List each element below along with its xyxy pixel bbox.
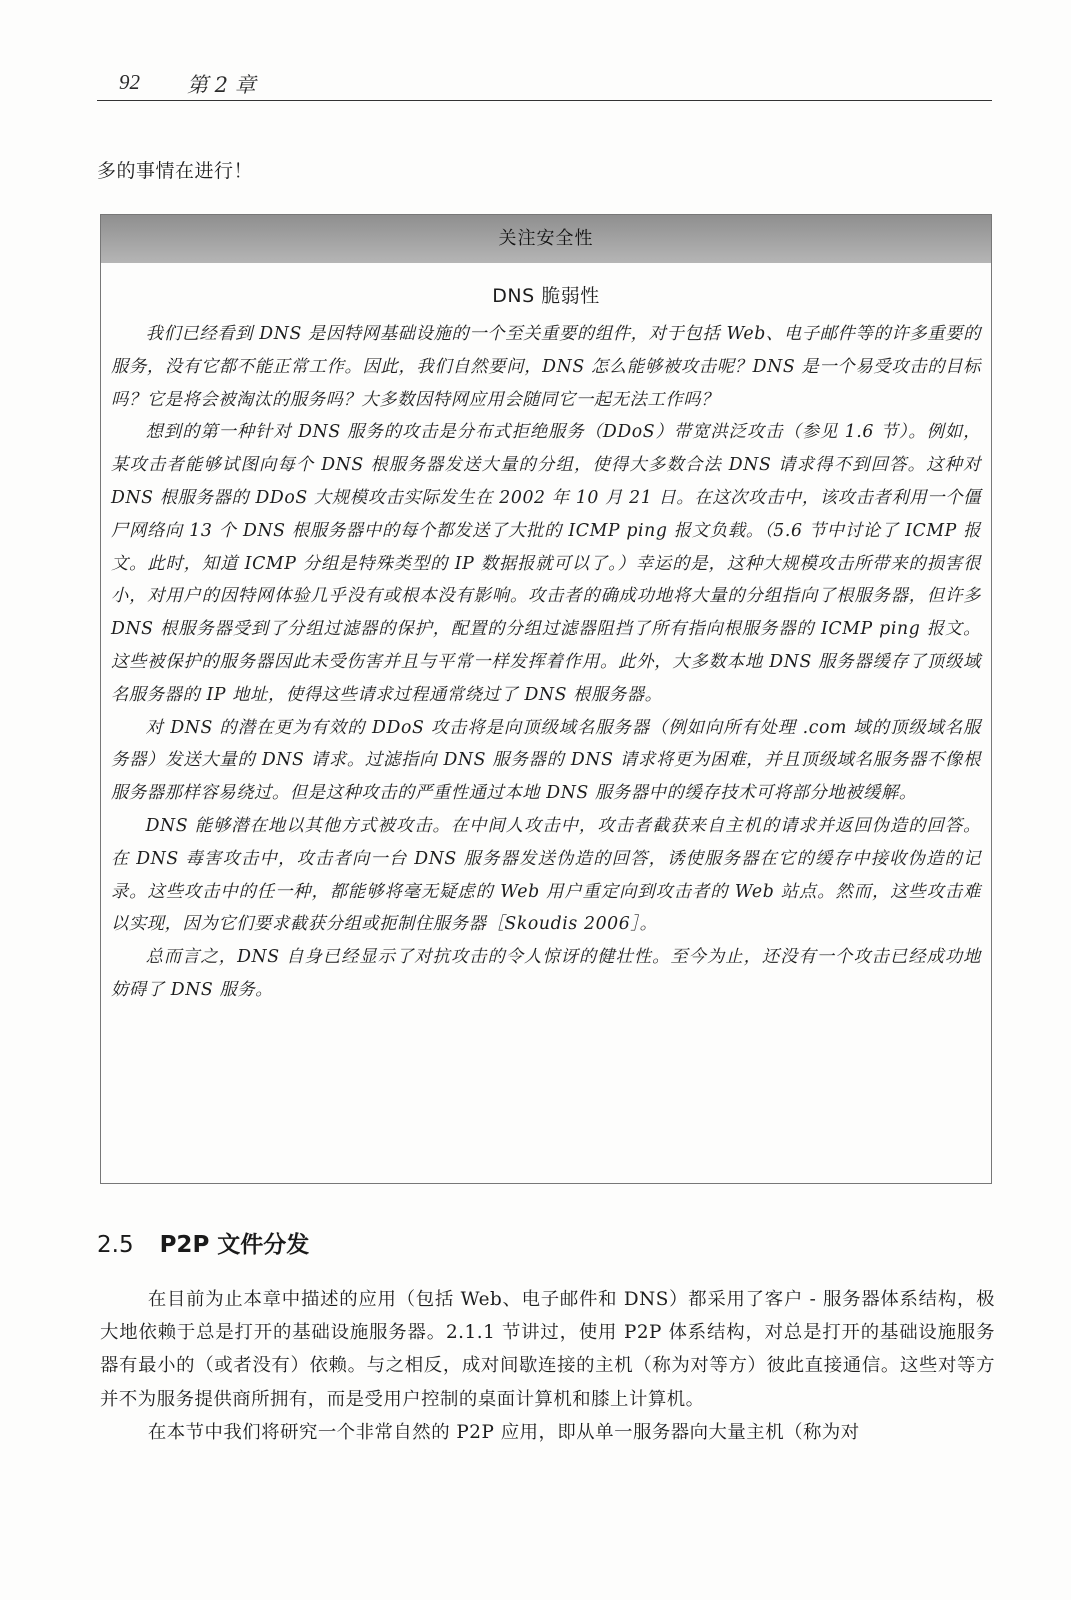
body-paragraph: 在本节中我们将研究一个非常自然的 P2P 应用，即从单一服务器向大量主机（称为对 (147, 1421, 860, 1443)
sidebar-paragraph: 对 DNS 的潜在更为有效的 DDoS 攻击将是向顶级域名服务器（例如向所有处理 .com 域的顶级域名服务器）发送大量的 DNS 请求。过滤指向 DNS 服务器的 DNS 请求将更为困难，并且顶级域名服务器不像根服务器那样容易绕过。但是这种攻击的严重性通过本地 DNS 服务器中的缓存技术可将部分地被缓解。 (111, 717, 981, 804)
body-paragraph: 在目前为止本章中描述的应用（包括 Web、电子邮件和 DNS）都采用了客户 - 服务器体系结构，极大地依赖于总是打开的基础设施服务器。2.1.1 节讲过，使用 P2P 体系结构，对总是打开的基础设施服务器有最小的（或者没有）依赖。与之相反，成对间歇连接的主机（称为对等方）彼此直接通信。这些对等方并不为服务提供商所拥有，而是受用户控制的桌面计算机和膝上计算机。 (100, 1289, 995, 1410)
sidebar-paragraph: DNS 能够潜在地以其他方式被攻击。在中间人攻击中，攻击者截获来自主机的请求并返回伪造的回答。在 DNS 毒害攻击中，攻击者向一台 DNS 服务器发送伪造的回答，诱使服务器在它的缓存中接收伪造的记录。这些攻击中的任一种，都能够将毫无疑虑的 Web 用户重定向到攻击者的 Web 站点。然而，这些攻击难以实现，因为它们要求截获分组或扼制住服务器［Skoudis 2006］。 (111, 815, 981, 935)
chapter-label: 第 2 章 (187, 73, 256, 97)
sidebar-title: DNS 脆弱性 (492, 285, 600, 307)
section-number: 2.5 (97, 1232, 134, 1258)
sidebar-paragraph: 想到的第一种针对 DNS 服务的攻击是分布式拒绝服务（DDoS）带宽洪泛攻击（参见 1.6 节）。例如，某攻击者能够试图向每个 DNS 根服务器发送大量的分组，使得大多数合法 DNS 请求得不到回答。这种对 DNS 根服务器的 DDoS 大规模攻击实际发生在 2002 年 10 月 21 日。在这次攻击中，该攻击者利用一个僵尸网络向 13 个 DNS 根服务器中的每个都发送了大批的 ICMP ping 报文负载。（5.6 节中讨论了 ICMP 报文。此时，知道 ICMP 分组是特殊类型的 IP 数据报就可以了。）幸运的是，这种大规模攻击所带来的损害很小，对用户的因特网体验几乎没有或根本没有影响。攻击者的确成功地将大量的分组指向了根服务器，但许多 DNS 根服务器受到了分组过滤器的保护，配置的分组过滤器阻挡了所有指向根服务器的 ICMP ping 报文。这些被保护的服务器因此未受伤害并且与平常一样发挥着作用。此外，大多数本地 DNS 服务器缓存了顶级域名服务器的 IP 地址，使得这些请求过程通常绕过了 DNS 根服务器。 (111, 422, 981, 705)
main-body (100, 1283, 995, 1449)
security-sidebar-box (100, 214, 992, 1184)
page-number: 92 (119, 70, 140, 94)
section-heading (97, 1226, 309, 1259)
sidebar-banner: 关注安全性 (101, 215, 991, 263)
section-title: P2P 文件分发 (159, 1232, 310, 1258)
sidebar-paragraph: 总而言之，DNS 自身已经显示了对抗攻击的令人惊讶的健壮性。至今为止，还没有一个攻击已经成功地妨碍了 DNS 服务。 (111, 947, 981, 1000)
sidebar-paragraph: 我们已经看到 DNS 是因特网基础设施的一个至关重要的组件，对于包括 Web、电子邮件等的许多重要的服务，没有它都不能正常工作。因此，我们自然要问，DNS 怎么能够被攻击呢？DNS 是一个易受攻击的目标吗？它是将会被淘汰的服务吗？大多数因特网应用会随同它一起无法工作吗？ (111, 324, 981, 410)
page-header (97, 64, 992, 101)
intro-text: 多的事情在进行！ (97, 160, 254, 182)
sidebar-body (101, 318, 991, 1007)
